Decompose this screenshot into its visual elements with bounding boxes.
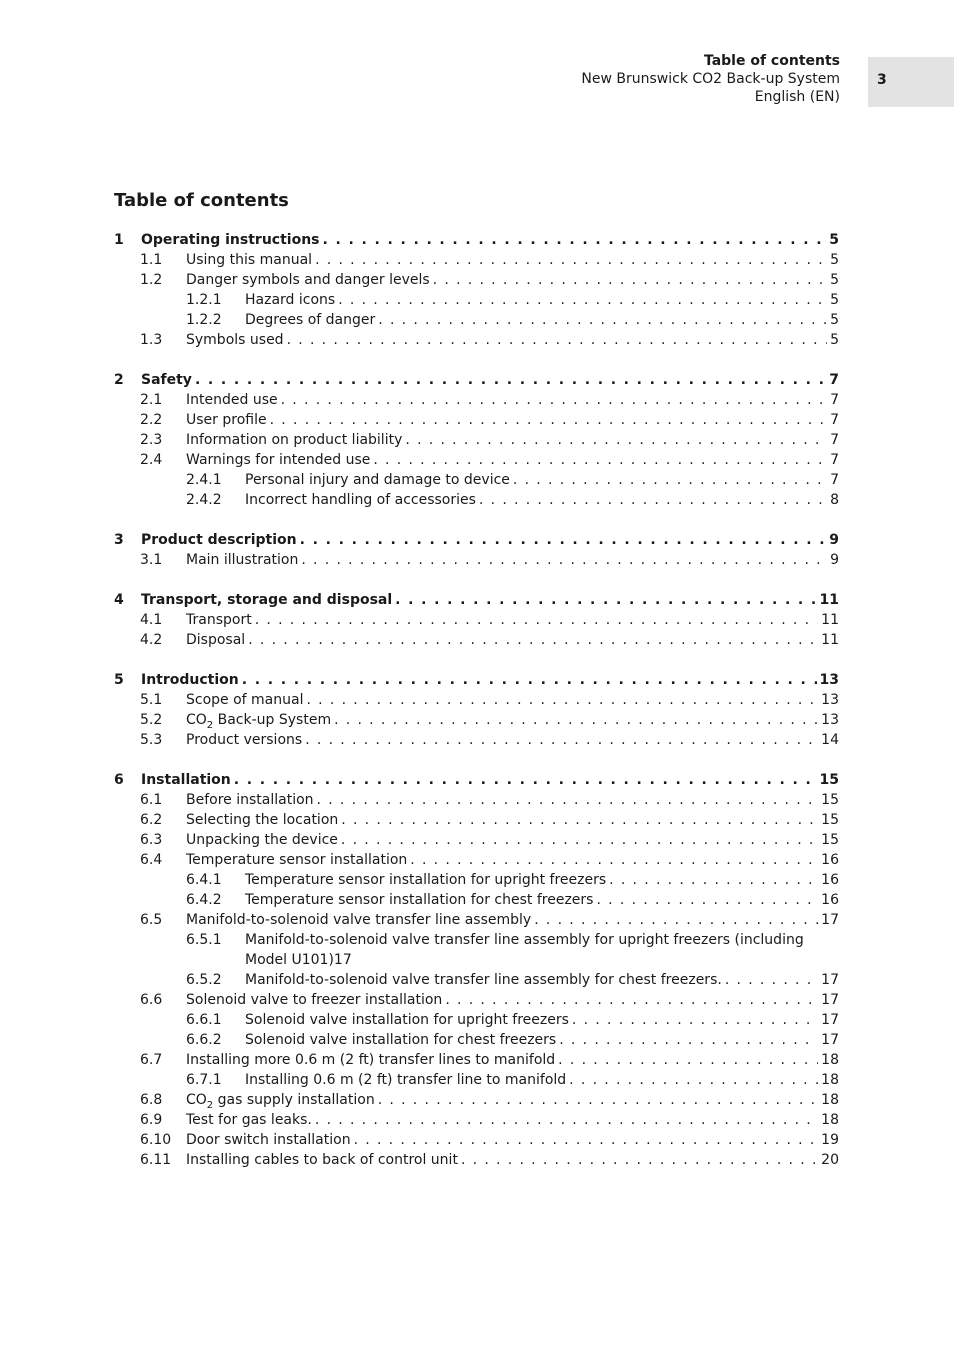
toc-entry-title: Disposal — [186, 632, 246, 648]
toc-entry-page: 18 — [821, 1092, 839, 1108]
toc-leader-dots — [479, 490, 827, 510]
toc-entry-page: 5 — [830, 292, 839, 308]
toc-entry-page: 13 — [821, 712, 839, 728]
toc-leader-dots — [433, 270, 827, 290]
toc-entry-number: 1.1 — [140, 252, 163, 268]
toc-entry-title: $CO_2$ gas supply installation — [186, 1092, 375, 1111]
toc-entry-title: Solenoid valve installation for chest freezers — [245, 1032, 557, 1048]
toc-entry[interactable] — [114, 830, 839, 850]
toc-leader-dots — [609, 870, 818, 890]
toc-entry-title: Unpacking the device — [186, 832, 338, 848]
toc-entry-title: Degrees of danger — [245, 312, 376, 328]
toc-entry-page: 5 — [830, 252, 839, 268]
toc-entry-number: 5.3 — [140, 732, 163, 748]
toc-entry-title: Information on product liability — [186, 432, 403, 448]
toc-leader-dots — [255, 610, 818, 630]
toc-entry-number: 1.2.1 — [186, 292, 222, 308]
toc-entry-number: 6.4 — [140, 852, 163, 868]
toc-entry[interactable] — [114, 970, 839, 990]
toc-entry-page: 7 — [830, 472, 839, 488]
toc-entry[interactable] — [114, 1130, 839, 1150]
toc-entry-page: 11 — [821, 632, 839, 648]
toc-entry[interactable] — [114, 230, 839, 250]
toc-entry-number: 3 — [114, 532, 124, 548]
toc-leader-dots — [559, 1030, 818, 1050]
page-number-tab: 3 — [868, 57, 954, 107]
toc-entry-page: 17 — [821, 1032, 839, 1048]
toc-entry[interactable] — [114, 410, 839, 430]
toc-entry-page: 16 — [821, 852, 839, 868]
toc-entry[interactable] — [114, 530, 839, 550]
toc-entry[interactable] — [114, 330, 839, 350]
toc-entry-number: 6.1 — [140, 792, 163, 808]
toc-entry[interactable] — [114, 630, 839, 650]
toc-leader-dots — [410, 850, 818, 870]
toc-leader-dots — [461, 1150, 818, 1170]
toc-entry[interactable] — [114, 370, 839, 390]
toc-entry[interactable] — [114, 450, 839, 470]
toc-entry-number: 5 — [114, 672, 124, 688]
toc-entry-title: Using this manual — [186, 252, 313, 268]
toc-entry-title: Transport, storage and disposal — [141, 592, 393, 608]
toc-entry-number: 5.2 — [140, 712, 163, 728]
toc-entry-page: 16 — [821, 872, 839, 888]
toc-entry-number: 6.7.1 — [186, 1072, 222, 1088]
toc-entry[interactable] — [114, 1150, 839, 1170]
toc-entry-number: 6.3 — [140, 832, 163, 848]
toc-entry[interactable] — [114, 930, 839, 970]
toc-leader-dots — [270, 410, 827, 430]
toc-leader-dots — [195, 370, 826, 390]
toc-entry-number: 4.2 — [140, 632, 163, 648]
toc-leader-dots — [301, 550, 827, 570]
toc-leader-dots — [315, 1110, 818, 1130]
toc-entry-title: Before installation — [186, 792, 314, 808]
toc-entry-title: Manifold-to-solenoid valve transfer line assembly — [186, 912, 532, 928]
toc-entry-title: Introduction — [141, 672, 239, 688]
toc-entry[interactable] — [114, 1110, 839, 1130]
toc-leader-dots — [287, 330, 828, 350]
toc-entry-number: 6.11 — [140, 1152, 172, 1168]
toc-leader-dots — [234, 770, 817, 790]
toc-entry-title: Scope of manual — [186, 692, 304, 708]
toc-entry-title: Personal injury and damage to device — [245, 472, 510, 488]
toc-entry-title: Solenoid valve installation for upright freezers — [245, 1012, 569, 1028]
toc-entry-number: 6.5.2 — [186, 972, 222, 988]
toc-entry-title: Temperature sensor installation for upright freezers — [245, 872, 607, 888]
toc-entry-page: 5 — [830, 332, 839, 348]
toc-leader-dots — [558, 1050, 818, 1070]
toc-entry-page: 7 — [830, 392, 839, 408]
toc-entry-number: 2.4.2 — [186, 492, 222, 508]
toc-entry-page: 7 — [830, 452, 839, 468]
toc-entry-number: 6.7 — [140, 1052, 163, 1068]
toc-entry-title: Intended use — [186, 392, 278, 408]
toc-entry-page: 7 — [830, 432, 839, 448]
toc-entry-page: 17 — [821, 972, 839, 988]
toc-entry-page: 16 — [821, 892, 839, 908]
header-language: English (EN) — [754, 89, 840, 105]
page-header — [581, 52, 840, 106]
toc-entry-number: 2 — [114, 372, 124, 388]
toc-entry[interactable] — [114, 670, 839, 690]
toc-leader-dots — [306, 690, 818, 710]
table-of-contents — [114, 230, 839, 1170]
toc-entry-page: 18 — [821, 1112, 839, 1128]
toc-entry-title: Manifold-to-solenoid valve transfer line assembly for upright freezers (including Model U101)17 — [245, 932, 804, 968]
toc-entry-title: Installing 0.6 m (2 ft) transfer line to manifold — [245, 1072, 567, 1088]
toc-leader-dots — [242, 670, 817, 690]
toc-entry[interactable] — [114, 710, 839, 730]
toc-entry-page: 5 — [830, 272, 839, 288]
toc-leader-dots — [354, 1130, 819, 1150]
toc-entry-number: 6.4.2 — [186, 892, 222, 908]
toc-entry-number: 4 — [114, 592, 124, 608]
toc-entry[interactable] — [114, 770, 839, 790]
toc-entry-title: Product versions — [186, 732, 303, 748]
toc-leader-dots — [248, 630, 818, 650]
toc-entry-page: 13 — [819, 672, 839, 688]
toc-leader-dots — [373, 450, 827, 470]
toc-leader-dots — [725, 970, 818, 990]
toc-entry-title: Operating instructions — [141, 232, 320, 248]
toc-entry[interactable] — [114, 430, 839, 450]
toc-entry-page: 7 — [829, 372, 839, 388]
toc-entry-number: 6.2 — [140, 812, 163, 828]
toc-leader-dots — [281, 390, 827, 410]
toc-entry-number: 6.6.2 — [186, 1032, 222, 1048]
toc-entry[interactable] — [114, 1010, 839, 1030]
toc-entry-page: 18 — [821, 1072, 839, 1088]
toc-leader-dots — [378, 310, 827, 330]
toc-leader-dots — [305, 730, 818, 750]
toc-entry-title: Selecting the location — [186, 812, 339, 828]
toc-leader-dots — [341, 830, 818, 850]
toc-leader-dots — [395, 590, 816, 610]
toc-entry-number: 1.2.2 — [186, 312, 222, 328]
toc-entry-title: Symbols used — [186, 332, 284, 348]
toc-entry-page: 8 — [830, 492, 839, 508]
toc-leader-dots — [317, 790, 819, 810]
toc-entry-page: 15 — [821, 832, 839, 848]
toc-entry-title: Manifold-to-solenoid valve transfer line assembly for chest freezers. — [245, 972, 722, 988]
toc-entry[interactable] — [114, 790, 839, 810]
toc-entry-page: 15 — [819, 772, 839, 788]
toc-entry-title: Solenoid valve to freezer installation — [186, 992, 443, 1008]
toc-entry-number: 1.2 — [140, 272, 163, 288]
toc-entry[interactable] — [114, 610, 839, 630]
toc-entry-page: 17 — [821, 1012, 839, 1028]
toc-entry-number: 6.10 — [140, 1132, 172, 1148]
toc-entry-title: User profile — [186, 412, 267, 428]
toc-entry[interactable] — [114, 270, 839, 290]
toc-entry[interactable] — [114, 490, 839, 510]
toc-entry-number: 6 — [114, 772, 124, 788]
toc-entry-page: 9 — [829, 532, 839, 548]
toc-entry[interactable] — [114, 290, 839, 310]
toc-leader-dots — [513, 470, 827, 490]
toc-entry-title: Danger symbols and danger levels — [186, 272, 430, 288]
toc-entry-number: 6.9 — [140, 1112, 163, 1128]
toc-entry-page: 19 — [821, 1132, 839, 1148]
toc-entry[interactable] — [114, 730, 839, 750]
toc-entry-number: 2.2 — [140, 412, 163, 428]
toc-entry-title: Installation — [141, 772, 231, 788]
toc-entry-title: Door switch installation — [186, 1132, 351, 1148]
toc-leader-dots — [405, 430, 827, 450]
toc-entry-title: Temperature sensor installation for chest freezers — [245, 892, 594, 908]
toc-entry-page: 15 — [821, 812, 839, 828]
toc-entry-number: 6.5.1 — [186, 932, 222, 948]
toc-entry[interactable] — [114, 1070, 839, 1090]
toc-entry[interactable] — [114, 890, 839, 910]
toc-entry[interactable] — [114, 390, 839, 410]
toc-entry-number: 6.5 — [140, 912, 163, 928]
toc-entry-page: 5 — [829, 232, 839, 248]
toc-entry-title: Warnings for intended use — [186, 452, 371, 468]
toc-entry-page: 5 — [830, 312, 839, 328]
toc-leader-dots — [569, 1070, 818, 1090]
toc-entry-title: $CO_2$ Back-up System — [186, 712, 332, 731]
toc-entry-page: 11 — [819, 592, 839, 608]
toc-entry-title: Installing more 0.6 m (2 ft) transfer lines to manifold — [186, 1052, 556, 1068]
toc-entry-number: 4.1 — [140, 612, 163, 628]
toc-entry-page: 15 — [821, 792, 839, 808]
toc-entry[interactable] — [114, 250, 839, 270]
toc-entry-number: 2.3 — [140, 432, 163, 448]
header-section-title: Table of contents — [703, 53, 840, 69]
toc-entry-page: 18 — [821, 1052, 839, 1068]
toc-entry[interactable] — [114, 1030, 839, 1050]
toc-entry-number: 6.6.1 — [186, 1012, 222, 1028]
toc-entry[interactable] — [114, 690, 839, 710]
toc-entry-title: Incorrect handling of accessories — [245, 492, 476, 508]
toc-entry[interactable] — [114, 310, 839, 330]
toc-entry-number: 5.1 — [140, 692, 163, 708]
toc-heading: Table of contents — [114, 190, 289, 211]
toc-entry-title: Test for gas leaks. — [186, 1112, 312, 1128]
toc-entry-page: 17 — [821, 992, 839, 1008]
toc-entry-number: 6.4.1 — [186, 872, 222, 888]
toc-entry[interactable] — [114, 590, 839, 610]
toc-entry[interactable] — [114, 870, 839, 890]
toc-entry-number: 1.3 — [140, 332, 163, 348]
toc-leader-dots — [445, 990, 818, 1010]
toc-entry-page: 11 — [821, 612, 839, 628]
toc-entry-number: 3.1 — [140, 552, 163, 568]
toc-entry[interactable] — [114, 1090, 839, 1110]
toc-leader-dots — [572, 1010, 818, 1030]
toc-entry-page: 17 — [821, 912, 839, 928]
toc-entry[interactable] — [114, 850, 839, 870]
toc-entry-page: 9 — [830, 552, 839, 568]
toc-entry[interactable] — [114, 470, 839, 490]
toc-entry-title: Main illustration — [186, 552, 299, 568]
toc-entry[interactable] — [114, 810, 839, 830]
header-product-name: New Brunswick CO2 Back-up System — [581, 71, 840, 87]
toc-entry-page: 20 — [821, 1152, 839, 1168]
toc-entry-title: Safety — [141, 372, 192, 388]
toc-leader-dots — [315, 250, 827, 270]
toc-entry[interactable] — [114, 550, 839, 570]
toc-entry-number: 2.4.1 — [186, 472, 222, 488]
toc-entry-number: 1 — [114, 232, 124, 248]
toc-entry-title: Installing cables to back of control unit — [186, 1152, 458, 1168]
toc-entry-number: 2.1 — [140, 392, 163, 408]
toc-entry[interactable] — [114, 990, 839, 1010]
toc-entry-page: 7 — [830, 412, 839, 428]
toc-entry-title: Transport — [186, 612, 252, 628]
toc-entry[interactable] — [114, 910, 839, 930]
toc-leader-dots — [534, 910, 818, 930]
toc-leader-dots — [596, 890, 818, 910]
toc-entry-number: 2.4 — [140, 452, 163, 468]
toc-leader-dots — [300, 530, 827, 550]
toc-entry[interactable] — [114, 1050, 839, 1070]
toc-entry-number: 6.8 — [140, 1092, 163, 1108]
toc-leader-dots — [341, 810, 818, 830]
toc-entry-number: 6.6 — [140, 992, 163, 1008]
toc-entry-title: Hazard icons — [245, 292, 336, 308]
toc-entry-page: 13 — [821, 692, 839, 708]
toc-leader-dots — [338, 290, 827, 310]
toc-entry-title: Product description — [141, 532, 297, 548]
toc-leader-dots — [323, 230, 827, 250]
toc-entry-title: Temperature sensor installation — [186, 852, 408, 868]
toc-entry-page: 14 — [821, 732, 839, 748]
